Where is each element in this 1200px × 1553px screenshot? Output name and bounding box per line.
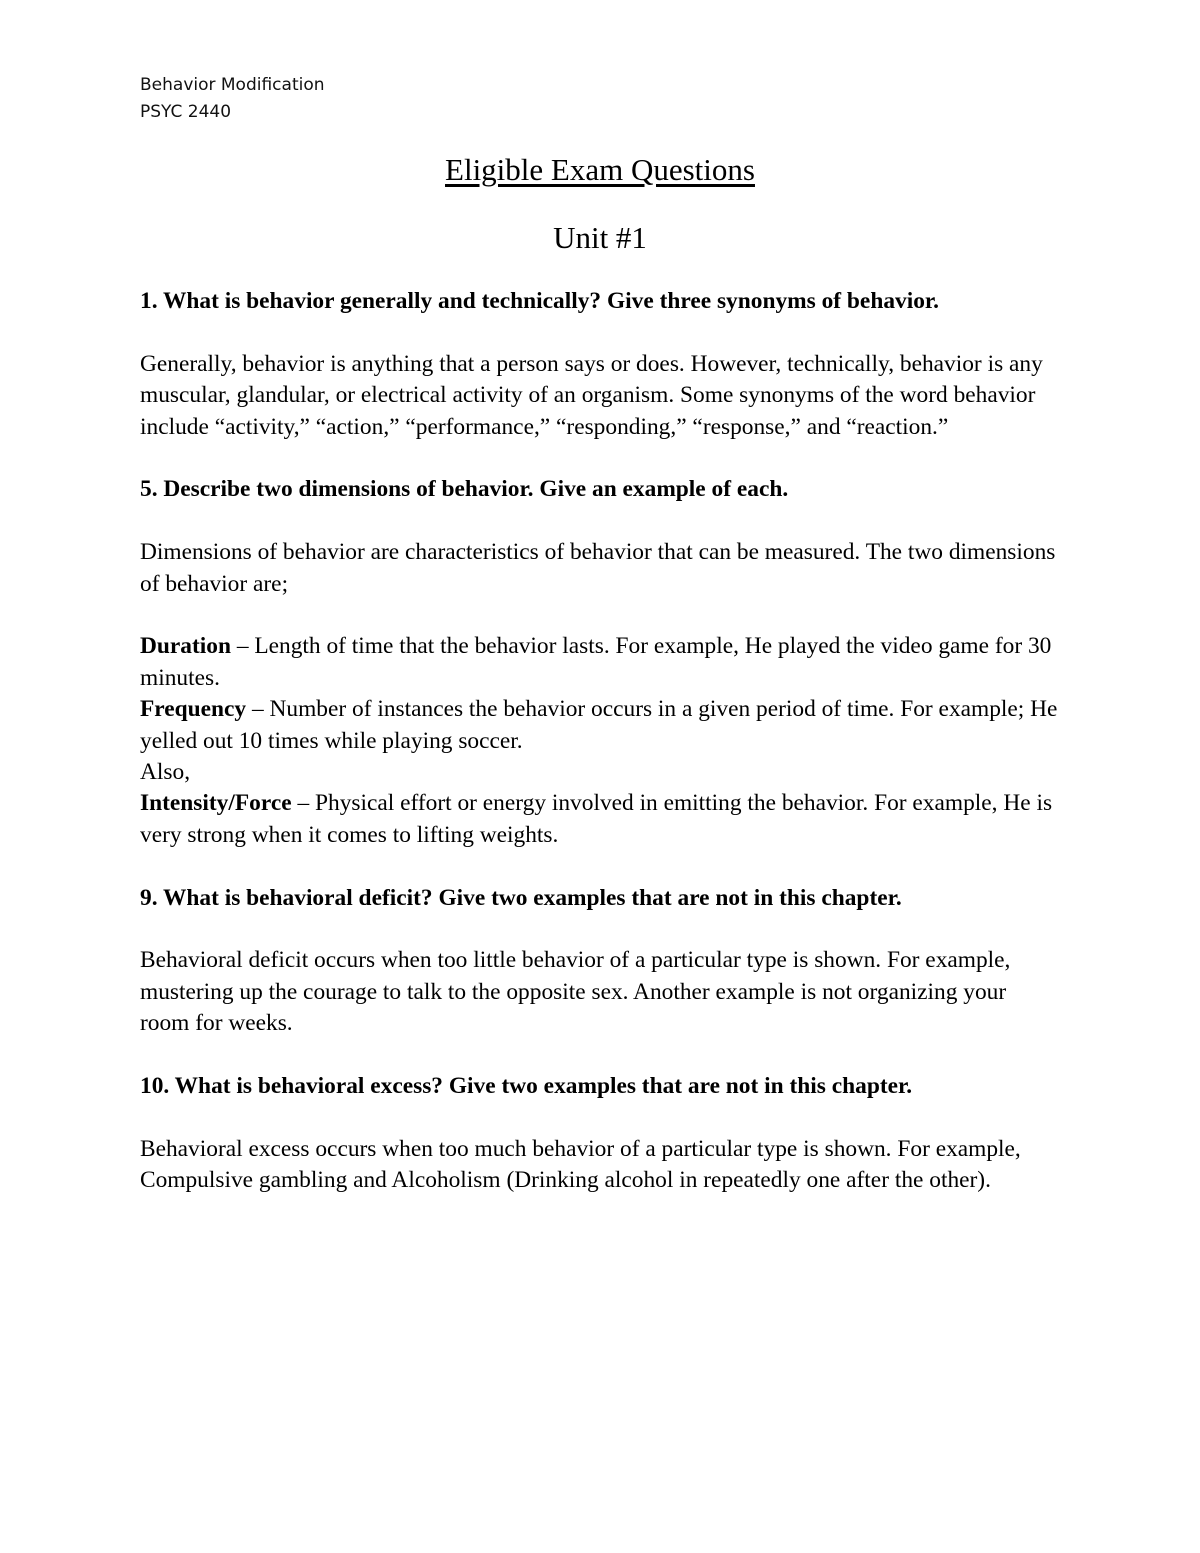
intensity-text: – Physical effort or energy involved in emitting the behavior. For example, He is very strong when it comes to lifting weights.	[140, 790, 1053, 848]
document-title: Eligible Exam Questions	[445, 152, 755, 187]
frequency-paragraph	[140, 694, 1060, 757]
course-name: Behavior Modification	[140, 75, 325, 95]
answer-9: Behavioral deficit occurs when too little behavior of a particular type is shown. For example, mustering up the courage to talk to the opposite sex. Another example is not organizing your room for weeks.	[140, 947, 1011, 1037]
answer-10: Behavioral excess occurs when too much behavior of a particular type is shown. For example, Compulsive gambling and Alcoholism (Drinking alcohol in repeatedly one after the other).	[140, 1135, 1021, 1194]
frequency-term: Frequency	[140, 696, 247, 723]
question-10: 10. What is behavioral excess? Give two examples that are not in this chapter.	[140, 1073, 913, 1100]
answer-5-intro: Dimensions of behavior are characteristics of behavior that can be measured. The two dimensions of behavior are;	[140, 539, 1056, 597]
frequency-text: – Number of instances the behavior occurs in a given period of time. For example; He yelled out 10 times while playing soccer.	[140, 696, 1058, 754]
question-9: 9. What is behavioral deficit? Give two examples that are not in this chapter.	[140, 884, 902, 911]
intensity-paragraph	[140, 788, 1060, 851]
question-1: 1. What is behavior generally and technically? Give three synonyms of behavior.	[140, 288, 939, 314]
also-text: Also,	[140, 759, 191, 786]
duration-paragraph	[140, 631, 1060, 694]
page-header	[140, 72, 325, 126]
duration-text: – Length of time that the behavior lasts. For example, He played the video game for 30 minutes.	[140, 633, 1052, 691]
unit-heading: Unit #1	[553, 220, 647, 255]
course-code: PSYC 2440	[140, 102, 232, 122]
answer-1: Generally, behavior is anything that a person says or does. However, technically, behavior is any muscular, glandular, or electrical activity of an organism. Some synonyms of the word behavior include “activity,” “action,” “performance,” “responding,” “response,” and “reaction.”	[140, 350, 1043, 440]
document-body	[140, 286, 1060, 1197]
intensity-term: Intensity/Force	[140, 790, 292, 817]
question-5: 5. Describe two dimensions of behavior. Give an example of each.	[140, 476, 789, 503]
duration-term: Duration	[140, 633, 231, 660]
